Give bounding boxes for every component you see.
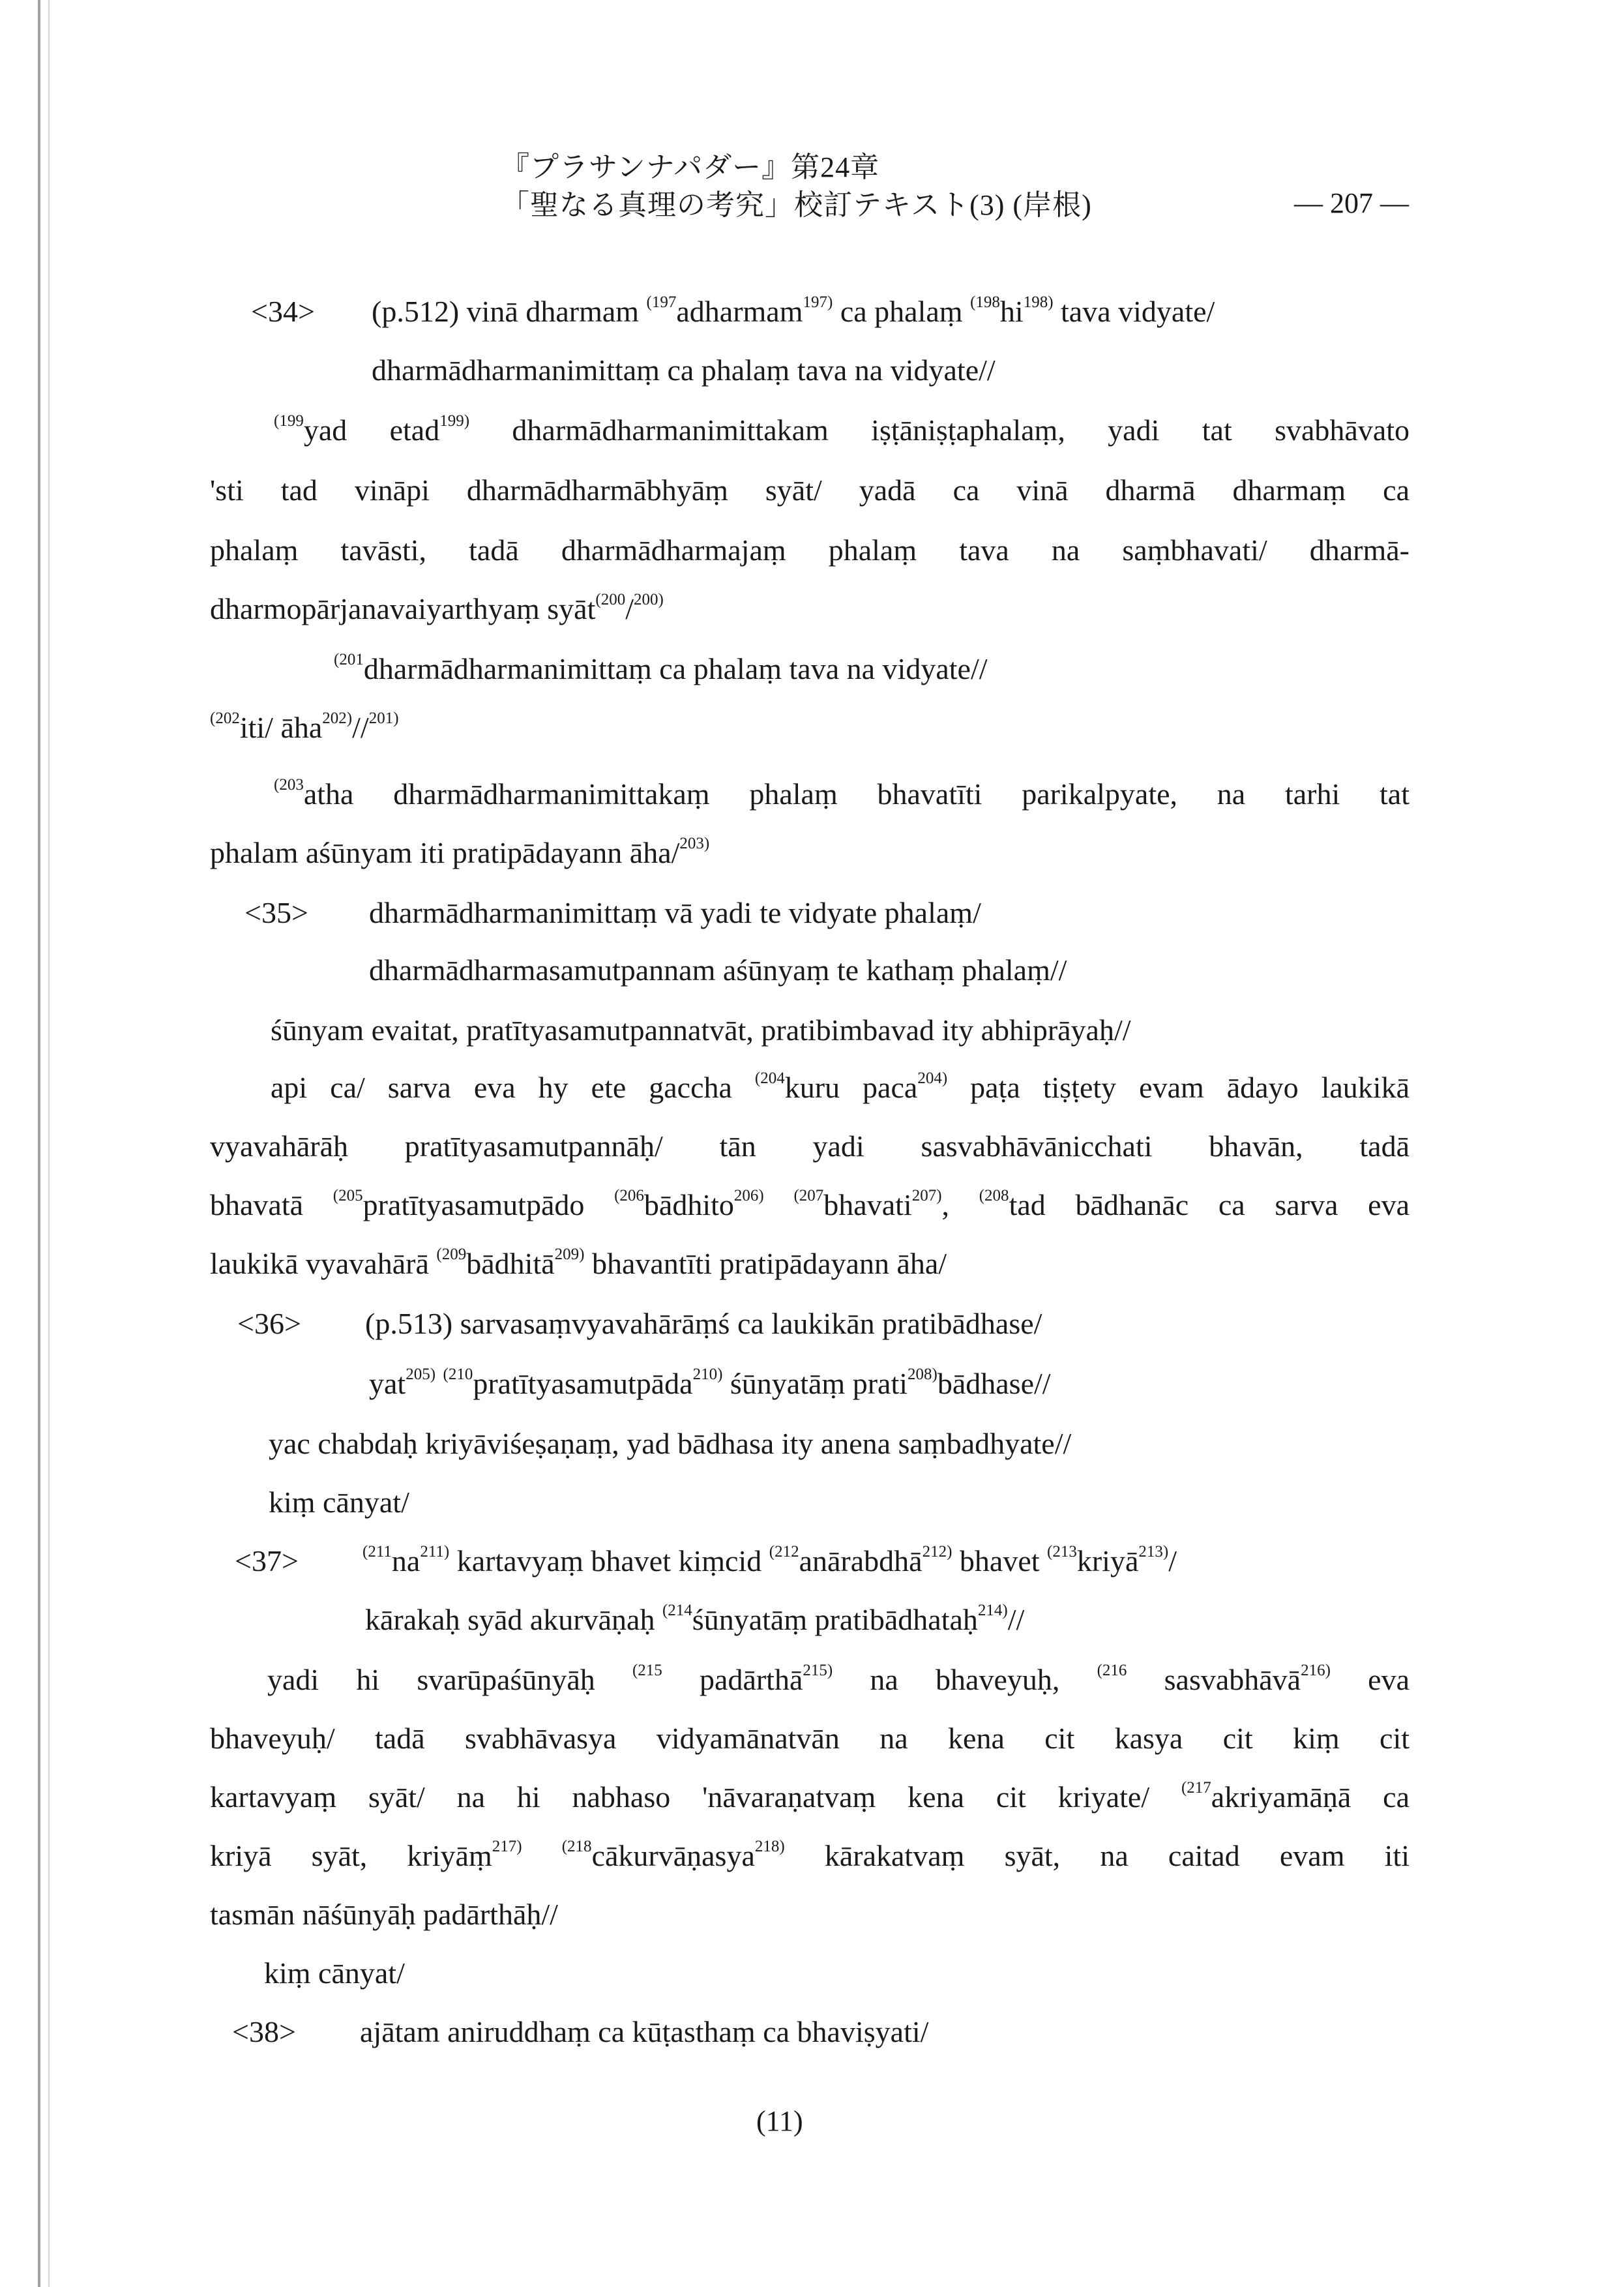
commentary-text: śūnyam evaitat, pratītyasamutpannatvāt, pratibimbavad ity abhiprāyaḥ// — [271, 1013, 1131, 1047]
commentary-text: vyavahārāḥ pratītyasamutpannāḥ/ tān yadi sasvabhāvānicchati bhavān, tadā — [210, 1129, 1410, 1163]
note-marker: (210 — [443, 1366, 473, 1383]
verse-text: dharmādharmanimittaṃ ca phalaṃ tava na vidyate// — [372, 353, 996, 387]
commentary-line — [269, 1424, 1071, 1463]
note-marker: (212 — [769, 1543, 799, 1561]
note-marker: 217) — [492, 1838, 522, 1855]
verse-text: dharmādharmanimittaṃ vā yadi te vidyate phalaṃ/ — [369, 896, 981, 929]
note-marker: 203) — [679, 835, 710, 852]
commentary-text: padārthā — [662, 1663, 803, 1696]
verse-text: // — [1007, 1603, 1025, 1636]
commentary-text: paṭa tiṣṭety evam ādayo laukikā — [947, 1071, 1410, 1104]
commentary-line — [274, 411, 1410, 450]
commentary-text: dharmopārjanavaiyarthyaṃ syāt — [210, 592, 596, 625]
note-marker: (209 — [436, 1246, 467, 1263]
binding-edge — [38, 0, 40, 2287]
verse-text: hi — [999, 295, 1024, 328]
commentary-text: yadi hi svarūpaśūnyāḥ — [267, 1663, 632, 1696]
sheet-number: (11) — [756, 2105, 803, 2137]
commentary-line — [210, 1778, 1410, 1817]
commentary-line — [210, 833, 709, 873]
commentary-text: bhavati — [823, 1188, 912, 1221]
commentary-text: kārakatvaṃ syāt, na caitad evam iti — [784, 1839, 1410, 1872]
commentary-text: yac chabdaḥ kriyāviśeṣaṇaṃ, yad bādhasa ity anena saṃbadhyate// — [269, 1427, 1072, 1460]
note-marker: 204) — [917, 1069, 948, 1087]
commentary-text: kriyā syāt, kriyāṃ — [210, 1839, 492, 1872]
verse-text: dharmādharmanimittaṃ ca phalaṃ tava na vidyate// — [363, 652, 988, 685]
commentary-text — [764, 1188, 794, 1221]
verse-line — [365, 1600, 1024, 1639]
verse-text: śūnyatāṃ pratibādhataḥ — [692, 1603, 978, 1636]
verse-text: yat — [369, 1367, 406, 1400]
commentary-line — [210, 590, 664, 629]
note-marker: (217 — [1181, 1779, 1211, 1797]
commentary-text: iti/ āha — [239, 711, 323, 744]
running-header — [501, 149, 1092, 224]
commentary-line — [274, 775, 1410, 814]
note-marker: (206 — [614, 1187, 644, 1204]
commentary-text: dharmādharmanimittakam iṣṭāniṣṭaphalaṃ, yadi tat svabhāvato — [469, 413, 1410, 447]
commentary-text: , — [941, 1188, 979, 1221]
verse-text: kārakaḥ syād akurvāṇaḥ — [365, 1603, 662, 1636]
commentary-text: pratītyasamutpādo — [362, 1188, 615, 1221]
commentary-text: bhaveyuḥ/ tadā svabhāvasya vidyamānatvān na kena cit kasya cit kiṃ cit — [210, 1722, 1410, 1755]
commentary-text — [522, 1839, 562, 1872]
commentary-text: yad etad — [303, 413, 440, 447]
note-marker: (211 — [362, 1543, 392, 1561]
verse-text: bhavet — [952, 1544, 1048, 1577]
note-marker: 197) — [803, 293, 833, 311]
verse-text: / — [1168, 1544, 1177, 1577]
note-marker: 209) — [554, 1246, 585, 1263]
commentary-text: // — [352, 711, 369, 744]
commentary-line — [271, 1068, 1410, 1107]
commentary-text: bhavantīti pratipādayann āha/ — [584, 1247, 947, 1280]
commentary-text: sasvabhāvā — [1127, 1663, 1301, 1696]
note-marker: 205) — [406, 1366, 436, 1383]
commentary-line — [210, 1895, 558, 1934]
commentary-text: phalam aśūnyam iti pratipādayann āha/ — [210, 836, 680, 869]
verse-text: kriyā — [1076, 1544, 1139, 1577]
note-marker: 216) — [1301, 1662, 1331, 1679]
commentary-text: laukikā vyavahārā — [210, 1247, 437, 1280]
note-marker: 199) — [439, 412, 470, 430]
note-marker: 200) — [633, 591, 664, 608]
commentary-text: kiṃ cānyat/ — [269, 1486, 409, 1519]
note-marker: (218 — [561, 1838, 592, 1855]
note-marker: (213 — [1047, 1543, 1077, 1561]
note-marker: (198 — [970, 293, 1000, 311]
note-marker: 215) — [803, 1662, 833, 1679]
note-marker: 212) — [922, 1543, 952, 1561]
verse-text: na — [391, 1544, 421, 1577]
note-marker: (201 — [334, 651, 364, 668]
commentary-line — [210, 1836, 1410, 1876]
note-marker: (215 — [632, 1662, 662, 1679]
note-marker: 211) — [420, 1543, 450, 1561]
verse-line — [369, 893, 981, 933]
commentary-text: phalaṃ tavāsti, tadā dharmādharmajaṃ phalaṃ tava na saṃbhavati/ dharmā- — [210, 533, 1410, 567]
commentary-line — [210, 1719, 1410, 1758]
commentary-line — [271, 1011, 1131, 1050]
verse-line — [362, 1542, 1177, 1581]
verse-number: <37> — [235, 1544, 299, 1577]
commentary-text: tasmān nāśūnyāḥ padārthāḥ// — [210, 1898, 558, 1931]
note-marker: (208 — [979, 1187, 1009, 1204]
binding-edge-shadow — [48, 0, 50, 2287]
commentary-line — [269, 1483, 409, 1522]
verse-text: (p.512) vinā dharmam — [372, 295, 647, 328]
verse-text: śūnyatāṃ prati — [722, 1367, 908, 1400]
commentary-text: na bhaveyuḥ, — [833, 1663, 1097, 1696]
verse-line — [360, 2012, 928, 2052]
commentary-text: eva — [1330, 1663, 1410, 1696]
note-marker: 207) — [911, 1187, 942, 1204]
commentary-line — [210, 1186, 1410, 1225]
running-header-line-2: 「聖なる真理の考究」校訂テキスト(3) (岸根) — [501, 189, 1092, 221]
note-marker: 208) — [908, 1366, 937, 1383]
note-marker: (204 — [754, 1069, 785, 1087]
note-marker: (200 — [595, 591, 626, 608]
verse-text: adharmam — [676, 295, 803, 328]
verse-number: <35> — [244, 896, 308, 929]
commentary-text: / — [625, 592, 634, 625]
verse-text: ajātam aniruddhaṃ ca kūṭasthaṃ ca bhaviṣyati/ — [360, 2015, 929, 2048]
note-marker: 214) — [977, 1602, 1008, 1619]
commentary-text: bādhitā — [466, 1247, 555, 1280]
note-marker: 201) — [368, 710, 399, 727]
verse-text: bādhase// — [937, 1367, 1051, 1400]
verse-text: tava vidyate/ — [1053, 295, 1215, 328]
note-marker: 218) — [754, 1838, 785, 1855]
verse-text: ca phalaṃ — [833, 295, 971, 328]
note-marker: (199 — [274, 412, 304, 430]
verse-number: <34> — [251, 295, 315, 328]
verse-line — [334, 650, 988, 689]
commentary-line — [267, 1660, 1410, 1699]
commentary-text: kuru paca — [784, 1071, 918, 1104]
verse-text: pratītyasamutpāda — [473, 1367, 693, 1400]
verse-text: dharmādharmasamutpannam aśūnyaṃ te kathaṃ phalaṃ// — [369, 953, 1067, 987]
note-marker: (203 — [274, 776, 304, 794]
page-number: — 207 — — [1294, 187, 1409, 219]
commentary-line — [210, 471, 1410, 510]
note-marker: 202) — [322, 710, 353, 727]
commentary-text: akriyamāṇā ca — [1211, 1780, 1410, 1814]
note-marker: 210) — [692, 1366, 723, 1383]
verse-text: (p.513) sarvasaṃvyavahārāṃś ca laukikān pratibādhase/ — [365, 1307, 1042, 1340]
commentary-line — [264, 1954, 405, 1993]
note-marker: 213) — [1138, 1543, 1169, 1561]
verse-line — [365, 1304, 1042, 1343]
verse-text: anārabdhā — [799, 1544, 923, 1577]
commentary-text: api ca/ sarva eva hy ete gaccha — [271, 1071, 755, 1104]
note-marker: (205 — [332, 1187, 363, 1204]
verse-line — [369, 1364, 1051, 1403]
commentary-text: atha dharmādharmanimittakaṃ phalaṃ bhavatīti parikalpyate, na tarhi tat — [303, 777, 1410, 811]
verse-number: <38> — [232, 2015, 296, 2048]
verse-text — [436, 1367, 443, 1400]
commentary-line — [210, 1244, 947, 1283]
commentary-text: tad bādhanāc ca sarva eva — [1009, 1188, 1410, 1221]
note-marker: (214 — [662, 1602, 692, 1619]
commentary-text: 'sti tad vināpi dharmādharmābhyāṃ syāt/ yadā ca vinā dharmā dharmaṃ ca — [210, 473, 1410, 507]
commentary-text: bādhito — [643, 1188, 734, 1221]
verse-line — [372, 351, 996, 390]
commentary-text: cākurvāṇasya — [591, 1839, 755, 1872]
verse-number: <36> — [237, 1307, 301, 1340]
commentary-text: bhavatā — [210, 1188, 333, 1221]
note-marker: (216 — [1097, 1662, 1127, 1679]
verse-text: kartavyaṃ bhavet kiṃcid — [449, 1544, 769, 1577]
verse-line — [369, 951, 1067, 990]
note-marker: 198) — [1023, 293, 1054, 311]
commentary-text: kiṃ cānyat/ — [264, 1956, 405, 1990]
commentary-line — [210, 531, 1410, 570]
running-header-line-1: 『プラサンナパダー』第24章 — [501, 151, 880, 183]
commentary-line — [210, 708, 399, 747]
note-marker: (202 — [210, 710, 240, 727]
note-marker: (197 — [646, 293, 677, 311]
commentary-line — [210, 1127, 1410, 1166]
note-marker: 206) — [733, 1187, 764, 1204]
verse-line — [372, 292, 1215, 331]
note-marker: (207 — [793, 1187, 824, 1204]
commentary-text: kartavyaṃ syāt/ na hi nabhaso 'nāvaraṇatvaṃ kena cit kriyate/ — [210, 1780, 1181, 1814]
